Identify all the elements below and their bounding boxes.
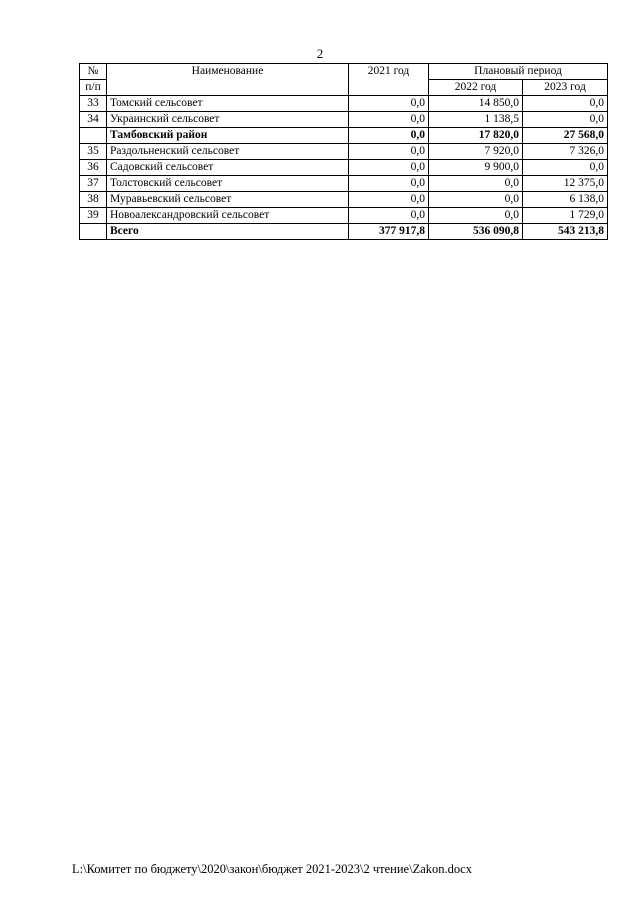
header-name: Наименование	[107, 64, 349, 96]
row-2022-value-cell: 9 900,0	[429, 160, 523, 176]
header-year-2023: 2023 год	[523, 80, 608, 96]
row-2021-value-cell: 0,0	[349, 112, 429, 128]
row-number-cell	[80, 224, 107, 240]
table-row	[80, 208, 608, 224]
row-name-cell: Новоалександровский сельсовет	[107, 208, 349, 224]
row-2023-value-cell: 7 326,0	[523, 144, 608, 160]
row-2023-value-cell: 12 375,0	[523, 176, 608, 192]
row-2023-value-cell: 1 729,0	[523, 208, 608, 224]
row-name-cell: Всего	[107, 224, 349, 240]
row-2021-value-cell: 0,0	[349, 192, 429, 208]
row-name-cell: Тамбовский район	[107, 128, 349, 144]
row-2021-value-cell: 0,0	[349, 208, 429, 224]
row-number-cell: 34	[80, 112, 107, 128]
row-2022-value-cell: 0,0	[429, 176, 523, 192]
row-2023-value-cell: 543 213,8	[523, 224, 608, 240]
row-2022-value-cell: 0,0	[429, 208, 523, 224]
table-row	[80, 144, 608, 160]
row-2023-value-cell: 27 568,0	[523, 128, 608, 144]
row-number-cell: 33	[80, 96, 107, 112]
table-row	[80, 192, 608, 208]
row-number-cell: 37	[80, 176, 107, 192]
row-number-cell: 38	[80, 192, 107, 208]
row-2023-value-cell: 0,0	[523, 160, 608, 176]
row-2022-value-cell: 0,0	[429, 192, 523, 208]
table-row	[80, 224, 608, 240]
table-row	[80, 128, 608, 144]
table-row	[80, 176, 608, 192]
row-number-cell: 39	[80, 208, 107, 224]
header-number-line1: №	[80, 64, 107, 80]
row-number-cell	[80, 128, 107, 144]
budget-table	[79, 63, 608, 240]
row-2023-value-cell: 0,0	[523, 112, 608, 128]
row-2022-value-cell: 7 920,0	[429, 144, 523, 160]
row-2022-value-cell: 14 850,0	[429, 96, 523, 112]
row-2023-value-cell: 0,0	[523, 96, 608, 112]
table-header	[80, 64, 608, 96]
table-row	[80, 112, 608, 128]
row-number-cell: 36	[80, 160, 107, 176]
row-number-cell: 35	[80, 144, 107, 160]
row-name-cell: Муравьевский сельсовет	[107, 192, 349, 208]
row-2022-value-cell: 1 138,5	[429, 112, 523, 128]
row-name-cell: Украинский сельсовет	[107, 112, 349, 128]
row-2022-value-cell: 17 820,0	[429, 128, 523, 144]
row-name-cell: Раздольненский сельсовет	[107, 144, 349, 160]
header-number-line2: п/п	[80, 80, 107, 96]
table-row	[80, 160, 608, 176]
table-row	[80, 96, 608, 112]
row-name-cell: Садовский сельсовет	[107, 160, 349, 176]
row-name-cell: Толстовский сельсовет	[107, 176, 349, 192]
row-2021-value-cell: 0,0	[349, 144, 429, 160]
row-2023-value-cell: 6 138,0	[523, 192, 608, 208]
row-2022-value-cell: 536 090,8	[429, 224, 523, 240]
table-body	[80, 96, 608, 240]
row-name-cell: Томский сельсовет	[107, 96, 349, 112]
page-number: 2	[316, 46, 324, 61]
header-planned-period: Плановый период	[429, 64, 608, 80]
file-path-footer: L:\Комитет по бюджету\2020\закон\бюджет 2021-2023\2 чтение\Zakon.docx	[72, 862, 472, 876]
row-2021-value-cell: 0,0	[349, 176, 429, 192]
row-2021-value-cell: 0,0	[349, 128, 429, 144]
row-2021-value-cell: 0,0	[349, 160, 429, 176]
row-2021-value-cell: 377 917,8	[349, 224, 429, 240]
row-2021-value-cell: 0,0	[349, 96, 429, 112]
header-year-2022: 2022 год	[429, 80, 523, 96]
header-year-2021: 2021 год	[349, 64, 429, 96]
